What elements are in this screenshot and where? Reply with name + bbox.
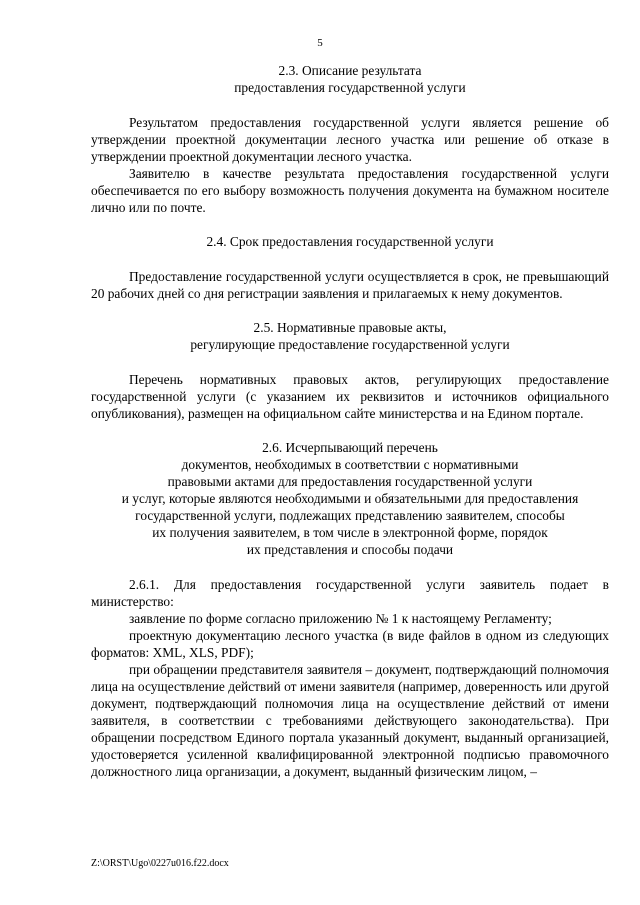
heading-line: 2.6. Исчерпывающий перечень — [262, 440, 438, 455]
paragraph: 2.6.1. Для предоставления государственной услуги заявитель подает в министерство: — [91, 577, 609, 609]
paragraph: Заявителю в качестве результата предоставления государственной услуги обеспечивается по его выбору возможность получения документа на бумажном носителе лично или по почте. — [91, 166, 609, 215]
page-content — [91, 62, 609, 780]
section-heading-2-6 — [91, 439, 609, 558]
paragraph: проектную документацию лесного участка (в виде файлов в одном из следующих форматов: XML, XLS, PDF); — [91, 628, 609, 660]
heading-line: правовыми актами для предоставления государственной услуги — [167, 474, 533, 489]
page-number: 5 — [317, 37, 323, 49]
heading-line: регулирующие предоставление государственной услуги — [190, 337, 510, 352]
section-heading-2-5 — [91, 319, 609, 353]
paragraph: Результатом предоставления государственной услуги является решение об утверждении проектной документации лесного участка или решение об отказе в утверждении проектной документации лесного участка. — [91, 115, 609, 164]
paragraph: заявление по форме согласно приложению № 1 к настоящему Регламенту; — [129, 611, 552, 626]
section-heading-2-3 — [91, 62, 609, 96]
heading-line: 2.3. Описание результата — [278, 63, 422, 78]
document-path-footer: Z:\ORST\Ugo\0227u016.f22.docx — [91, 858, 229, 869]
heading-line: и услуг, которые являются необходимыми и обязательными для предоставления — [121, 491, 579, 506]
heading-line: предоставления государственной услуги — [234, 80, 466, 95]
heading-line: государственной услуги, подлежащих представлению заявителем, способы — [135, 508, 565, 523]
heading-line: их получения заявителем, в том числе в электронной форме, порядок — [152, 525, 548, 540]
heading-line: 2.5. Нормативные правовые акты, — [253, 320, 447, 335]
heading-line: 2.4. Срок предоставления государственной услуги — [206, 234, 494, 249]
paragraph: Перечень нормативных правовых актов, регулирующих предоставление государственной услуги (с указанием их реквизитов и источников официального опубликования), размещен на официальном сайте министерства и на Едином портале. — [91, 372, 609, 421]
paragraph: Предоставление государственной услуги осуществляется в срок, не превышающий 20 рабочих дней со дня регистрации заявления и прилагаемых к нему документов. — [91, 269, 609, 301]
heading-line: их представления и способы подачи — [246, 542, 454, 557]
section-heading-2-4 — [91, 233, 609, 250]
heading-line: документов, необходимых в соответствии с нормативными — [181, 457, 519, 472]
paragraph: при обращении представителя заявителя – документ, подтверждающий полномочия лица на осуществление действий от имени заявителя (например, доверенность или другой документ, подтверждающий полномочия лица на осуществление действий от имени заявителя, в соответствии с требованиями действующего законодательства). При обращении посредством Единого портала указанный документ, выданный организацией, удостоверяется усиленной квалифицированной электронной подписью правомочного должностного лица организации, а документ, выданный физическим лицом, – — [91, 662, 609, 779]
